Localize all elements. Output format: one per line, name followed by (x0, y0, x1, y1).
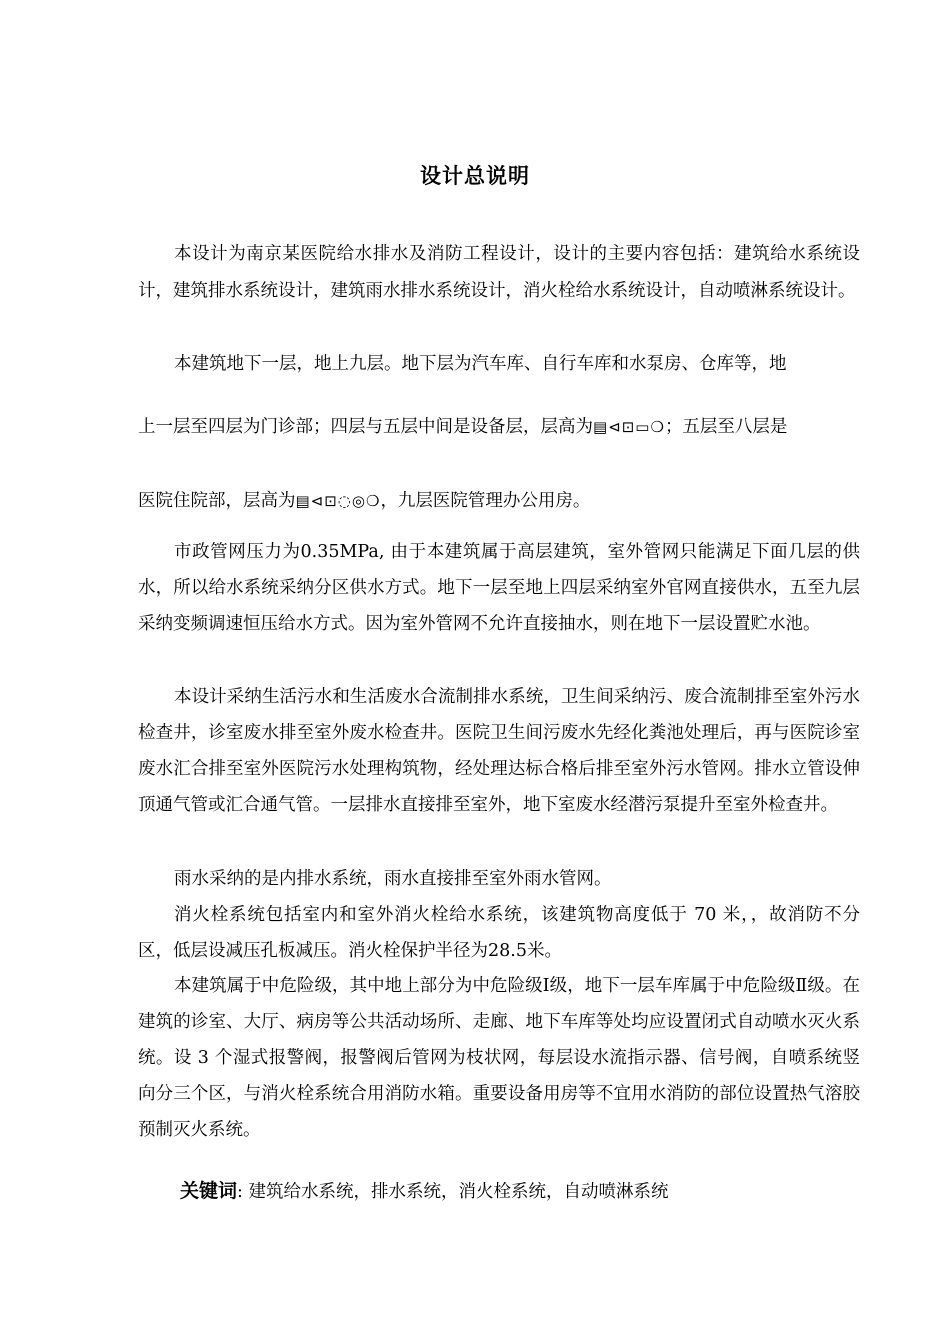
floor-height-text-c: 医院住院部，层高为 (138, 491, 296, 511)
floor-height-text-b: ；五层至八层是 (664, 417, 788, 437)
garbled-symbol-run: ▤⊲⊡◌◎❍ (295, 492, 381, 510)
paragraph-drainage: 本设计采纳生活污水和生活废水合流制排水系统，卫生间采纳污、废合流制排至室外污水检查井，诊室废水排至室外废水检查井。医院卫生间污废水先经化粪池处理后，再与医院诊室废水汇合排至室外医院污水处理构筑物，经处理达标合格后排至室外污水管网。排水立管设伸顶通气管或汇合通气管。一层排水直接排至室外，地下室废水经潜污泵提升至室外检查井。 (138, 687, 860, 815)
paragraph-building-floors-line1: 本建筑地下一层，地上九层。地下层为汽车库、自行车库和水泵房、仓库等，地 (174, 354, 787, 374)
garbled-symbol-run: ▤⊲⊡▭❍ (593, 418, 665, 436)
paragraph-rainwater: 雨水采纳的是内排水系统，雨水直接排至室外雨水管网。 (174, 869, 612, 889)
keywords-label: 关键词 (180, 1180, 238, 1202)
paragraph-design-scope: 本设计为南京某医院给水排水及消防工程设计，设计的主要内容包括：建筑给水系统设计，建筑排水系统设计，建筑雨水排水系统设计，消火栓给水系统设计，自动喷淋系统设计。 (138, 244, 860, 301)
keywords-line (180, 1176, 668, 1203)
paragraph-building-floors-line2 (138, 413, 860, 438)
paragraph-sprinkler: 本建筑属于中危险级，其中地上部分为中危险级Ⅰ级，地下一层车库属于中危险级Ⅱ级。在建筑的诊室、大厅、病房等公共活动场所、走廊、地下车库等处均应设置闭式自动喷水灭火系统。设 3 个湿式报警阀，报警阀后管网为枝状网，每层设水流指示器、信号阀，自喷系统竖向分三个区，与消火栓系统合用消防水箱。重要设备用房等不宜用水消防的部位设置热气溶胶预制灭火系统。 (138, 976, 860, 1140)
paragraph-water-supply: 市政管网压力为0.35MPa, 由于本建筑属于高层建筑，室外管网只能满足下面几层的供水，所以给水系统采纳分区供水方式。地下一层至地上四层采纳室外官网直接供水，五至九层采纳变频调速恒压给水方式。因为室外管网不允许直接抽水，则在地下一层设置贮水池。 (138, 542, 860, 634)
floor-height-text-d: ，九层医院管理办公用房。 (380, 491, 591, 511)
floor-height-text-a: 上一层至四层为门诊部；四层与五层中间是设备层，层高为 (138, 417, 593, 437)
paragraph-building-floors-line3 (138, 487, 860, 512)
keywords-text: 建筑给水系统，排水系统，消火栓系统，自动喷淋系统 (242, 1182, 669, 1202)
keywords-separator: : (237, 1182, 243, 1202)
page-title: 设计总说明 (420, 164, 530, 188)
paragraph-fire-hydrant: 消火栓系统包括室内和室外消火栓给水系统，该建筑物高度低于 70 米，，故消防不分区，低层设减压孔板减压。消火栓保护半径为28.5米。 (138, 905, 860, 961)
